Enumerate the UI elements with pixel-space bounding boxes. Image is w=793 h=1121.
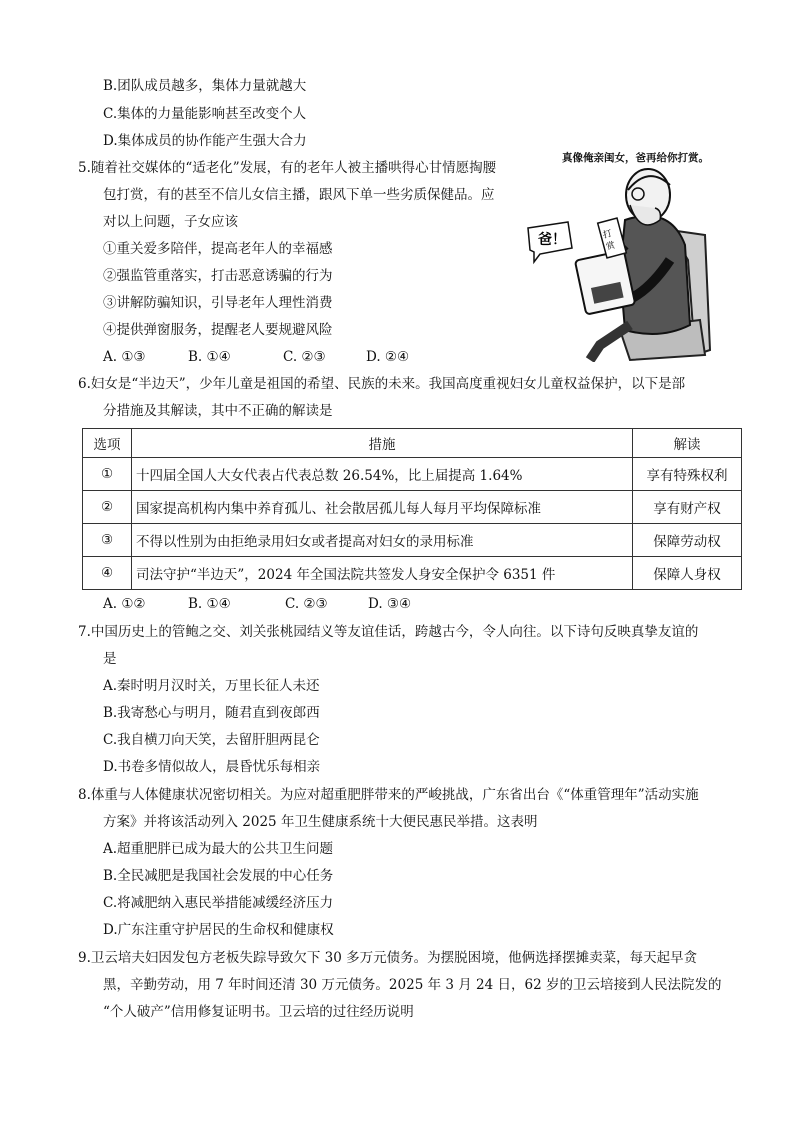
- q9-stem-line3: “个人破产”信用修复证明书。卫云培的过往经历说明: [103, 1004, 414, 1020]
- q5-stem-line3: 对以上问题，子女应该: [103, 214, 238, 230]
- q8-option-a: A.超重肥胖已成为最大的公共卫生问题: [103, 841, 334, 857]
- table-cell-option: ①: [83, 458, 132, 491]
- table-cell-measure: 不得以性别为由拒绝录用妇女或者提高对妇女的录用标准: [132, 524, 633, 557]
- q9-stem-line2: 黑，辛勤劳动，用 7 年时间还清 30 万元债务。2025 年 3 月 24 日，62 岁的卫云培接到人民法院发的: [103, 977, 722, 993]
- q5-choice-c: C. ②③: [283, 349, 326, 365]
- q5-stem-line1: 5.随着社交媒体的“适老化”发展，有的老年人被主播哄得心甘情愿掏腰: [78, 160, 497, 176]
- q7-option-b: B.我寄愁心与明月，随君直到夜郎西: [103, 705, 320, 721]
- q6-choice-b: B. ①④: [188, 596, 231, 612]
- q8-option-c: C.将减肥纳入惠民举措能减缓经济压力: [103, 895, 334, 911]
- table-cell-option: ③: [83, 524, 132, 557]
- q5-item-3: ③讲解防骗知识，引导老年人理性消费: [103, 295, 333, 311]
- q6-choice-c: C. ②③: [285, 596, 328, 612]
- q8-stem-line1: 8.体重与人体健康状况密切相关。为应对超重肥胖带来的严峻挑战，广东省出台《“体重管理年”活动实施: [78, 787, 699, 803]
- q5-choices: [103, 347, 409, 367]
- q5-choice-d: D. ②④: [366, 349, 410, 365]
- q9-stem-line1: 9.卫云培夫妇因发包方老板失踪导致欠下 30 多万元债务。为摆脱困境，他俩选择摆摊卖菜，每天起早贪: [78, 950, 698, 966]
- table-row: [83, 491, 742, 524]
- table-cell-measure: 司法守护“半边天”，2024 年全国法院共签发人身安全保护令 6351 件: [132, 557, 633, 590]
- table-cell-option: ④: [83, 557, 132, 590]
- q5-stem-line2: 包打赏，有的甚至不信儿女信主播，跟风下单一些劣质保健品。应: [103, 187, 495, 203]
- q6-stem-line2: 分措施及其解读，其中不正确的解读是: [103, 403, 333, 419]
- q7-option-d: D.书卷多情似故人，晨昏忧乐每相亲: [103, 759, 321, 775]
- table-header-measure: 措施: [132, 429, 633, 458]
- q8-stem-line2: 方案》并将该活动列入 2025 年卫生健康系统十大便民惠民举措。这表明: [103, 814, 538, 830]
- q5-item-4: ④提供弹窗服务，提醒老人要规避风险: [103, 322, 333, 338]
- q4-option-c: C.集体的力量能影响甚至改变个人: [103, 106, 307, 122]
- table-cell-measure: 十四届全国人大女代表占代表总数 26.54%，比上届提高 1.64%: [132, 458, 633, 491]
- table-header-interpretation: 解读: [633, 429, 742, 458]
- q5-choice-b: B. ①④: [188, 349, 231, 365]
- q6-choice-d: D. ③④: [368, 596, 412, 612]
- table-cell-option: ②: [83, 491, 132, 524]
- q6-table: [82, 428, 742, 590]
- table-row: [83, 524, 742, 557]
- q7-stem-line2: 是: [103, 651, 117, 667]
- q7-stem-line1: 7.中国历史上的管鲍之交、刘关张桃园结义等友谊佳话，跨越古今，令人向往。以下诗句反映真挚友谊的: [78, 624, 699, 640]
- table-cell-interpretation: 保障人身权: [633, 557, 742, 590]
- table-header-option: 选项: [83, 429, 132, 458]
- q5-item-2: ②强监管重落实，打击恶意诱骗的行为: [103, 268, 333, 284]
- table-cell-interpretation: 享有财产权: [633, 491, 742, 524]
- cartoon-box-text: 打: [601, 229, 614, 242]
- q5-item-1: ①重关爱多陪伴，提高老年人的幸福感: [103, 241, 333, 257]
- q8-option-b: B.全民减肥是我国社会发展的中心任务: [103, 868, 334, 884]
- cartoon-caption: 真像俺亲闺女，爸再给你打赏。: [562, 152, 709, 164]
- cartoon-illustration: [520, 150, 720, 362]
- q7-option-c: C.我自横刀向天笑，去留肝胆两昆仑: [103, 732, 320, 748]
- q6-choices: [103, 594, 411, 614]
- q5-choice-a: A. ①③: [103, 349, 146, 365]
- table-header-row: [83, 429, 742, 458]
- table-cell-interpretation: 享有特殊权利: [633, 458, 742, 491]
- table-row: [83, 458, 742, 491]
- cartoon-speech: 爸！: [538, 232, 566, 248]
- table-cell-measure: 国家提高机构内集中养育孤儿、社会散居孤儿每人每月平均保障标准: [132, 491, 633, 524]
- q4-option-b: B.团队成员越多，集体力量就越大: [103, 78, 307, 94]
- svg-text:赏: 赏: [605, 240, 617, 253]
- q8-option-d: D.广东注重守护居民的生命权和健康权: [103, 922, 334, 938]
- table-cell-interpretation: 保障劳动权: [633, 524, 742, 557]
- q6-stem-line1: 6.妇女是“半边天”，少年儿童是祖国的希望、民族的未来。我国高度重视妇女儿童权益保护，以下是部: [78, 376, 686, 392]
- q6-choice-a: A. ①②: [103, 596, 146, 612]
- q7-option-a: A.秦时明月汉时关，万里长征人未还: [103, 678, 320, 694]
- table-row: [83, 557, 742, 590]
- q4-option-d: D.集体成员的协作能产生强大合力: [103, 133, 307, 149]
